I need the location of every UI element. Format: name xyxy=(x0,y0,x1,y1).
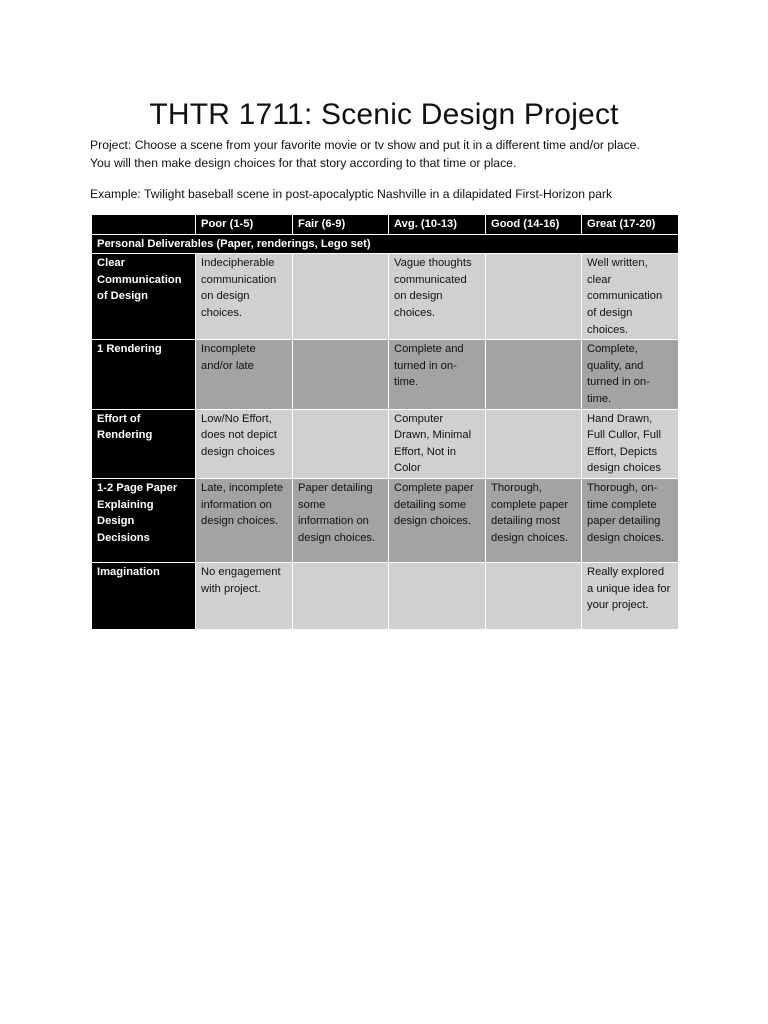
table-cell: Thorough, complete paper detailing most design choices. xyxy=(486,478,582,562)
rubric-header-row xyxy=(92,215,679,235)
section-title: Personal Deliverables (Paper, renderings, Lego set) xyxy=(92,234,679,254)
rubric-table xyxy=(91,214,679,630)
table-cell xyxy=(293,340,389,409)
table-cell xyxy=(486,409,582,478)
table-cell xyxy=(486,562,582,629)
table-cell: Complete paper detailing some design choices. xyxy=(389,478,486,562)
table-cell: No engagement with project. xyxy=(196,562,293,629)
table-cell: Indecipherable communication on design choices. xyxy=(196,254,293,340)
page-title: THTR 1711: Scenic Design Project xyxy=(149,98,619,131)
table-cell: Late, incomplete information on design choices. xyxy=(196,478,293,562)
table-cell xyxy=(486,340,582,409)
table-row xyxy=(92,340,679,409)
criterion-label: 1-2 Page Paper Explaining Design Decisions xyxy=(92,478,196,562)
header-poor: Poor (1-5) xyxy=(196,215,293,235)
criterion-label: Effort of Rendering xyxy=(92,409,196,478)
table-cell: Complete, quality, and turned in on-time. xyxy=(582,340,679,409)
table-cell xyxy=(293,409,389,478)
table-row xyxy=(92,409,679,478)
example-text: Example: Twilight baseball scene in post-apocalyptic Nashville in a dilapidated First-Horizon park xyxy=(90,187,613,201)
header-corner xyxy=(92,215,196,235)
project-description xyxy=(90,136,690,172)
table-cell: Complete and turned in on-time. xyxy=(389,340,486,409)
header-good: Good (14-16) xyxy=(486,215,582,235)
header-fair: Fair (6-9) xyxy=(293,215,389,235)
criterion-label: Imagination xyxy=(92,562,196,629)
project-line-1: Project: Choose a scene from your favorite movie or tv show and put it in a different time and/or place. xyxy=(90,138,640,152)
table-cell xyxy=(293,254,389,340)
table-cell xyxy=(389,562,486,629)
table-cell: Really explored a unique idea for your project. xyxy=(582,562,679,629)
header-avg: Avg. (10-13) xyxy=(389,215,486,235)
table-cell: Paper detailing some information on design choices. xyxy=(293,478,389,562)
table-cell: Computer Drawn, Minimal Effort, Not in Color xyxy=(389,409,486,478)
section-row xyxy=(92,234,679,254)
table-cell xyxy=(486,254,582,340)
criterion-label: 1 Rendering xyxy=(92,340,196,409)
project-line-2: You will then make design choices for that story according to that time or place. xyxy=(90,156,517,170)
table-cell xyxy=(293,562,389,629)
header-great: Great (17-20) xyxy=(582,215,679,235)
table-row xyxy=(92,562,679,629)
table-cell: Well written, clear communication of design choices. xyxy=(582,254,679,340)
criterion-label: Clear Communication of Design xyxy=(92,254,196,340)
table-cell: Vague thoughts communicated on design choices. xyxy=(389,254,486,340)
table-cell: Thorough, on-time complete paper detailing design choices. xyxy=(582,478,679,562)
table-cell: Low/No Effort, does not depict design choices xyxy=(196,409,293,478)
table-cell: Incomplete and/or late xyxy=(196,340,293,409)
table-row xyxy=(92,254,679,340)
table-row xyxy=(92,478,679,562)
table-cell: Hand Drawn, Full Cullor, Full Effort, Depicts design choices xyxy=(582,409,679,478)
